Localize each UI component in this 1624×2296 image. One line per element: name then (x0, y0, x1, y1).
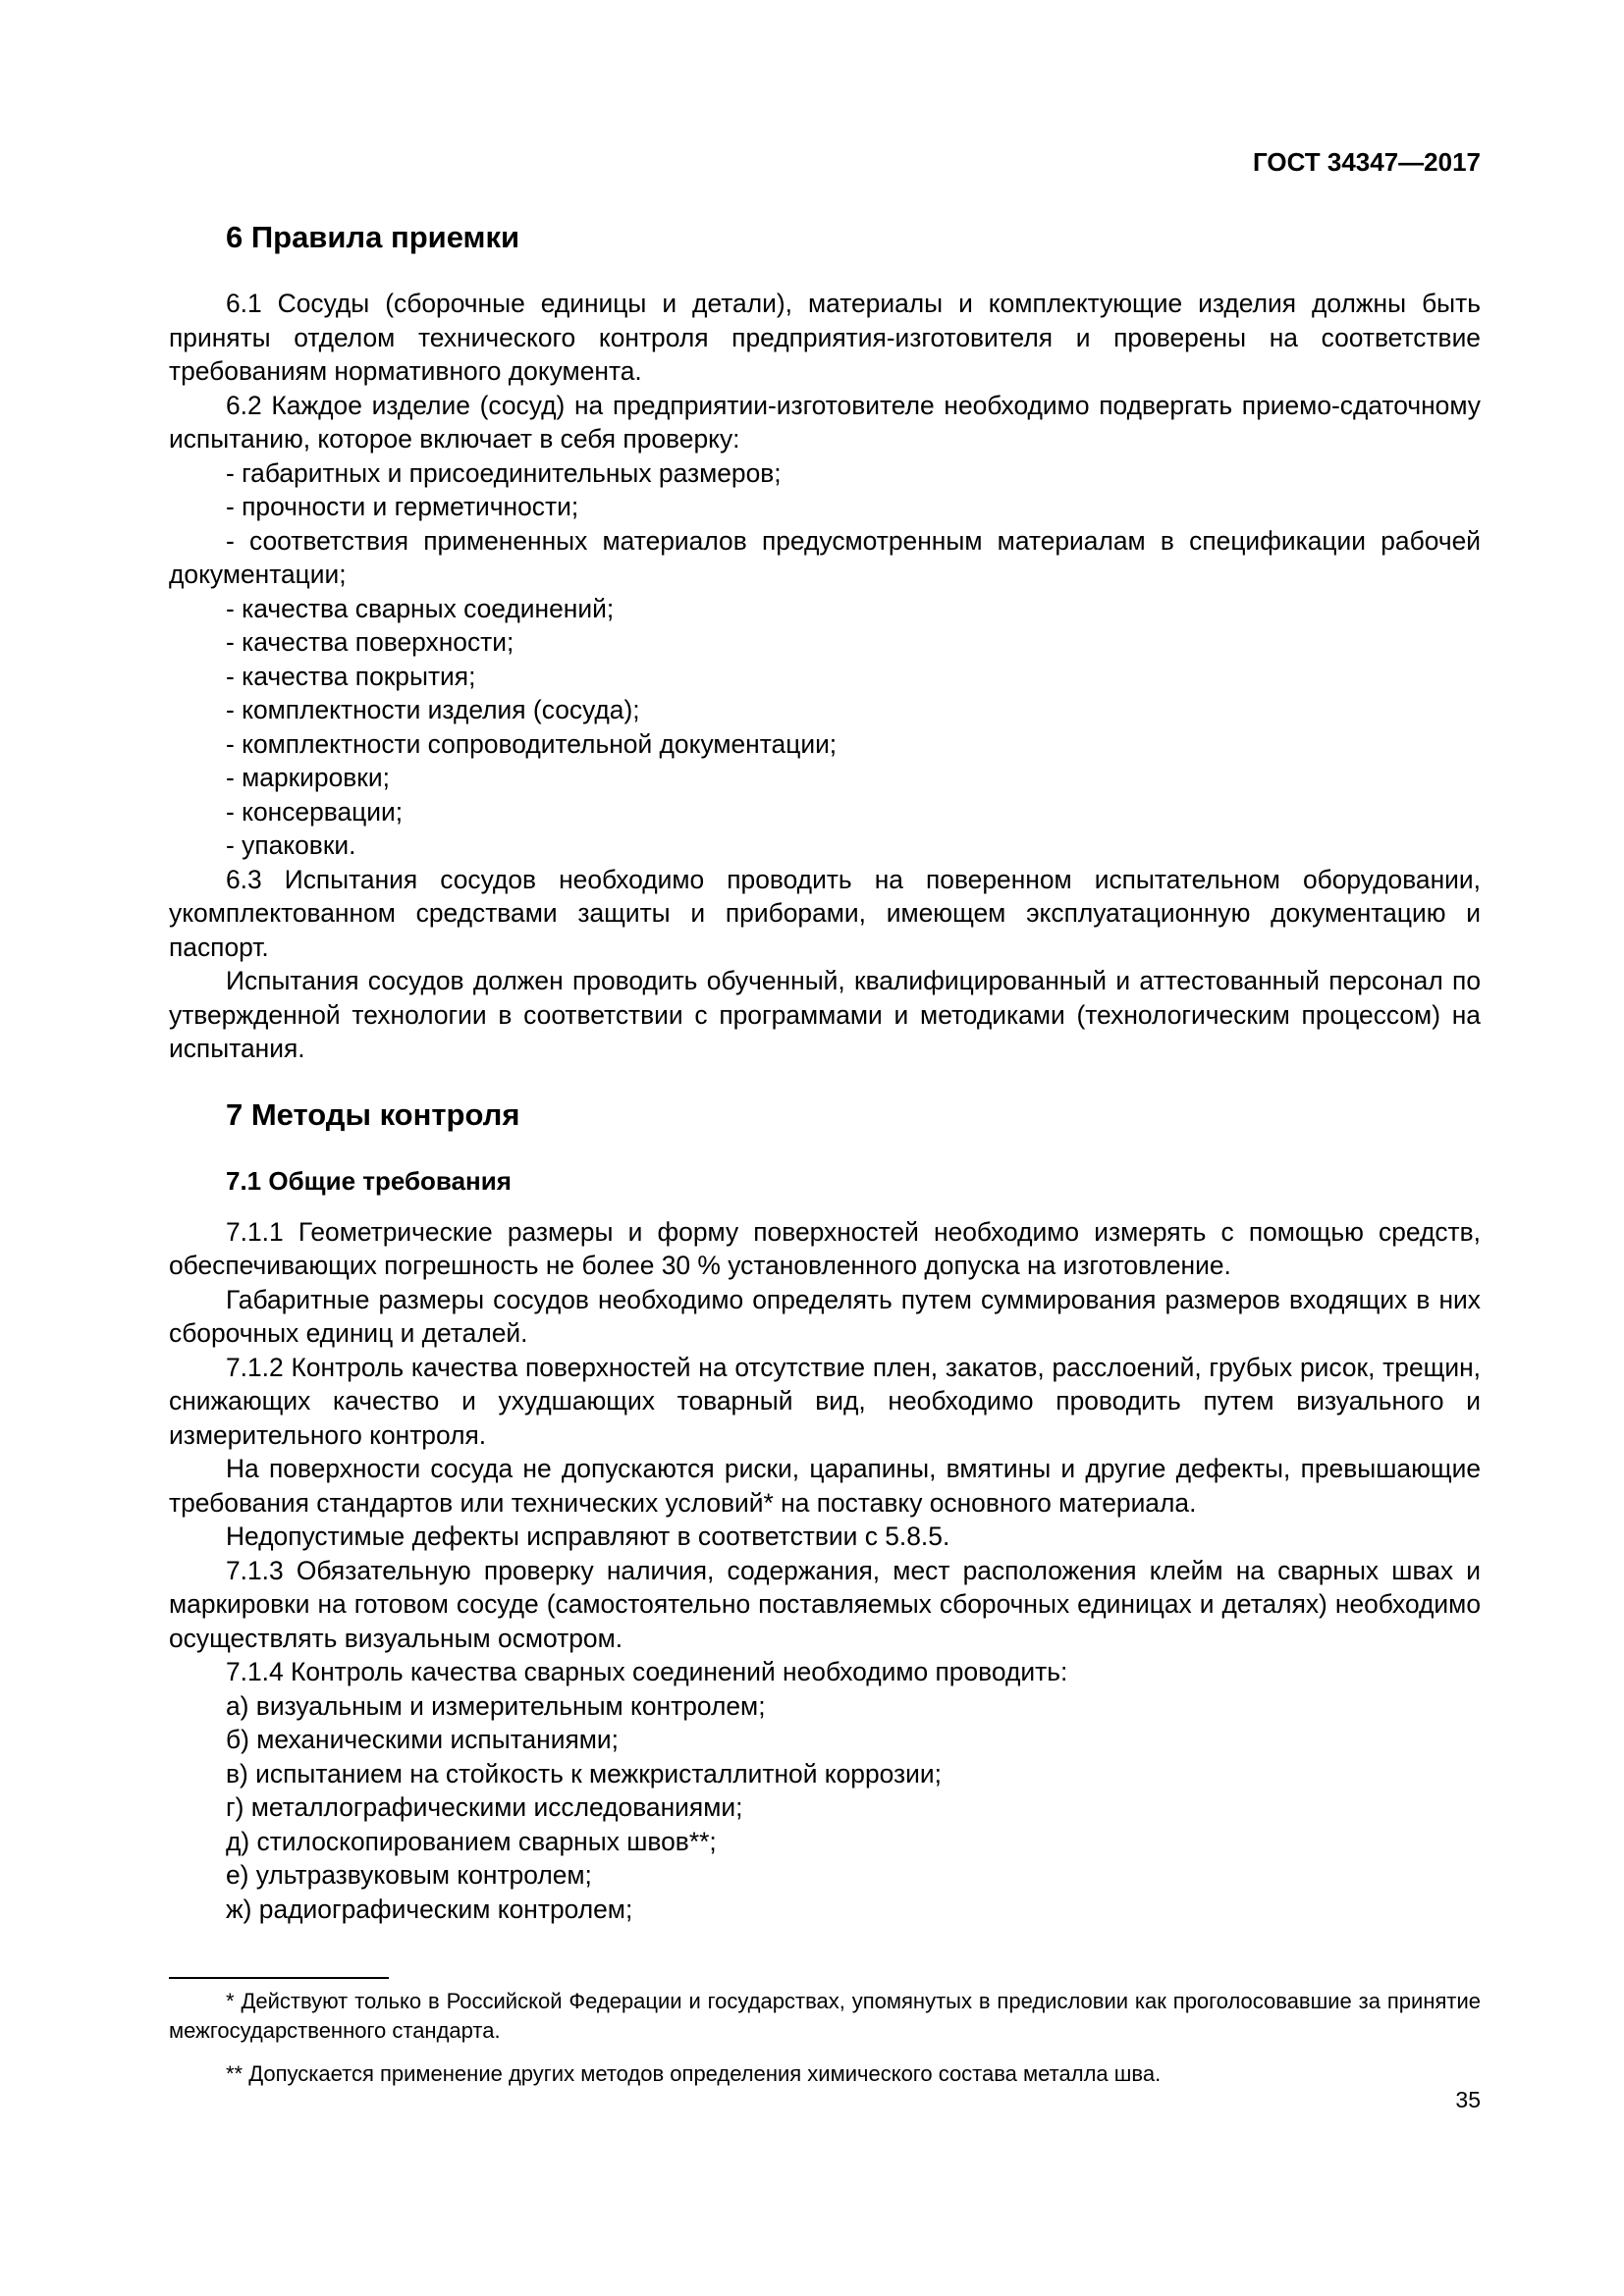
footnote-separator (169, 1977, 389, 1979)
list-item: г) металлографическими исследованиями; (226, 1792, 743, 1822)
footnote-1: * Действуют только в Российской Федерации и государствах, упомянутых в предисловии как проголосовавшие за принятие межгосударственного стандарта. (169, 1989, 1481, 2043)
list-item: - качества покрытия; (226, 661, 476, 691)
paragraph-7-1-2-repair: Недопустимые дефекты исправляют в соответствии с 5.8.5. (226, 1522, 950, 1551)
footnote-2: ** Допускается применение других методов определения химического состава металла шва. (226, 2061, 1162, 2086)
paragraph-6-2: 6.2 Каждое изделие (сосуд) на предприятии-изготовителе необходимо подвергать приемо-сдаточному испытанию, которое включает в себя проверку: (169, 390, 1481, 454)
paragraph-6-1: 6.1 Сосуды (сборочные единицы и детали), материалы и комплектующие изделия должны быть приняты отделом технического контроля предприятия-изготовителя и проверены на соответствие требованиям нормативного документа. (169, 289, 1481, 386)
subsection-7-1-heading: 7.1 Общие требования (226, 1165, 512, 1196)
paragraph-7-1-2-defects: На поверхности сосуда не допускаются риски, царапины, вмятины и другие дефекты, превышающие требования стандартов или технических условий* на поставку основного материала. (169, 1454, 1481, 1518)
list-item: - комплектности сопроводительной документации; (226, 728, 838, 759)
list-item: - упаковки. (226, 830, 356, 860)
weld-inspection-methods-list (169, 1689, 1481, 1927)
list-item: - качества сварных соединений; (226, 593, 615, 623)
list-item: е) ультразвуковым контролем; (226, 1860, 592, 1890)
paragraph-7-1-2: 7.1.2 Контроль качества поверхностей на отсутствие плен, закатов, расслоений, грубых рисок, трещин, снижающих качество и ухудшающих товарный вид, необходимо проводить путем визуального и измерительного контроля. (169, 1352, 1481, 1450)
standard-designation: ГОСТ 34347—2017 (1253, 147, 1481, 177)
list-item: - габаритных и присоединительных размеров; (226, 457, 782, 488)
list-item: - качества поверхности; (226, 627, 514, 657)
list-item: - маркировки; (226, 763, 390, 792)
section-6-heading: 6 Правила приемки (226, 220, 520, 254)
list-item: в) испытанием на стойкость к межкристаллитной коррозии; (226, 1758, 942, 1789)
list-item: ж) радиографическим контролем; (226, 1894, 633, 1924)
paragraph-7-1-4: 7.1.4 Контроль качества сварных соединений необходимо проводить: (226, 1657, 1068, 1686)
paragraph-6-3-personnel: Испытания сосудов должен проводить обученный, квалифицированный и аттестованный персонал по утвержденной технологии в соответствии с программами и методиками (технологическим процессом) на испытания. (169, 966, 1481, 1063)
footnotes (169, 1987, 1481, 2089)
acceptance-checks-list (169, 456, 1481, 863)
page-number: 35 (1455, 2087, 1481, 2112)
list-item: - прочности и герметичности; (226, 492, 579, 521)
paragraph-7-1-1-overall: Габаритные размеры сосудов необходимо определять путем суммирования размеров входящих в них сборочных единиц и деталей. (169, 1284, 1481, 1348)
paragraph-7-1-1: 7.1.1 Геометрические размеры и форму поверхностей необходимо измерять с помощью средств, обеспечивающих погрешность не более 30 % установленного допуска на изготовление. (169, 1216, 1481, 1280)
list-item: - консервации; (226, 796, 404, 827)
list-item: - комплектности изделия (сосуда); (226, 695, 640, 724)
paragraph-7-1-3: 7.1.3 Обязательную проверку наличия, содержания, мест расположения клейм на сварных швах и маркировки на готовом сосуде (самостоятельно поставляемых сборочных единицах и деталях) необходимо осуществлять визуальным осмотром. (169, 1555, 1481, 1653)
section-7-heading: 7 Методы контроля (226, 1096, 520, 1132)
list-item: д) стилоскопированием сварных швов**; (226, 1826, 717, 1856)
list-item: а) визуальным и измерительным контролем; (226, 1690, 766, 1721)
page-content (169, 218, 1481, 1926)
list-item: - соответствия примененных материалов предусмотренным материалам в спецификации рабочей документации; (169, 525, 1481, 589)
list-item: б) механическими испытаниями; (226, 1725, 619, 1754)
paragraph-6-3: 6.3 Испытания сосудов необходимо проводить на поверенном испытательном оборудовании, укомплектованном средствами защиты и приборами, имеющем эксплуатационную документацию и паспорт. (169, 864, 1481, 962)
